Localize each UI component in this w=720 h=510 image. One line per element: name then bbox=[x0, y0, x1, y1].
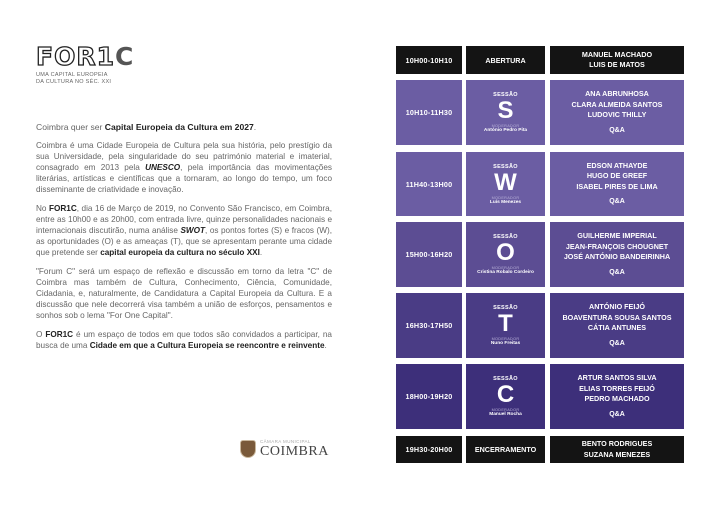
session-label: SESSÃO bbox=[493, 92, 518, 98]
moderator-label: MODERADOR bbox=[491, 195, 520, 200]
speaker-name: PEDRO MACHADO bbox=[584, 394, 650, 403]
moderator-name: Manuel Rocha bbox=[489, 412, 522, 417]
moderator-label: MODERADOR bbox=[491, 408, 520, 412]
speaker-name: SUZANA MENEZES bbox=[583, 449, 651, 459]
session-w-card bbox=[466, 152, 545, 216]
qa-label: Q&A bbox=[609, 339, 625, 347]
session-t-card bbox=[466, 293, 545, 358]
coat-of-arms-icon bbox=[240, 440, 256, 458]
body-text bbox=[36, 122, 332, 359]
session-c-speakers bbox=[550, 364, 684, 429]
session-t-speakers bbox=[550, 293, 684, 358]
speaker-name: CÁTIA ANTUNES bbox=[587, 323, 647, 332]
opening-label: ABERTURA bbox=[466, 46, 545, 74]
session-label: SESSÃO bbox=[493, 163, 518, 170]
p2-text-c: , os pontos fortes (S) e fracos (W), as oportunidades (O) e as ameaças (T), que se apresentam perante uma cidade que pretende ser bbox=[36, 226, 332, 257]
logo-subtitle-1: UMA CAPITAL EUROPEIA bbox=[36, 72, 108, 78]
closing-speakers bbox=[550, 436, 684, 463]
session-letter: C bbox=[496, 381, 515, 408]
sponsor-top: CÂMARA MUNICIPAL bbox=[260, 439, 311, 444]
qa-label: Q&A bbox=[609, 198, 625, 205]
moderator-name: Nuno Freitas bbox=[490, 341, 521, 346]
session-o-time: 15H00-16H20 bbox=[396, 222, 462, 287]
session-letter: T bbox=[498, 310, 513, 337]
moderator-name: Luís Menezes bbox=[489, 199, 522, 205]
lead-paragraph bbox=[36, 122, 332, 133]
lead-suffix: . bbox=[253, 122, 257, 132]
speaker-name: EDSON ATHAYDE bbox=[586, 160, 648, 170]
moderator-name: António Pedro Pita bbox=[483, 128, 528, 133]
speaker-name: LUDOVIC THILLY bbox=[587, 110, 647, 119]
logo-outline-text: FOR1 bbox=[36, 42, 115, 71]
sponsor-main: COIMBRA bbox=[260, 443, 329, 459]
paragraph-1 bbox=[36, 140, 332, 195]
camara-municipal-coimbra-logo bbox=[240, 440, 329, 459]
opening-time: 10H00-10H10 bbox=[396, 46, 462, 74]
session-letter: O bbox=[496, 239, 515, 266]
moderator-label: MODERADOR bbox=[491, 337, 520, 341]
opening-speakers bbox=[550, 46, 684, 74]
closing-label: ENCERRAMENTO bbox=[466, 436, 545, 463]
logo-subtitle-2: DA CULTURA NO SÉC. XXI bbox=[36, 79, 112, 85]
speaker-name: HUGO DE GREEF bbox=[586, 171, 648, 180]
p4-text-a: O bbox=[36, 330, 46, 339]
qa-label: Q&A bbox=[609, 126, 625, 134]
session-w-time: 11H40-13H00 bbox=[396, 152, 462, 216]
speaker-name: GUILHERME IMPERIAL bbox=[577, 231, 657, 240]
speaker-name: ANA ABRUNHOSA bbox=[585, 89, 649, 98]
p4-bold-2: Cidade em que a Cultura Europeia se reencontre e reinvente bbox=[89, 341, 325, 350]
paragraph-2 bbox=[36, 203, 332, 258]
moderator-label: MODERADOR bbox=[491, 124, 520, 128]
session-label: SESSÃO bbox=[493, 234, 518, 240]
session-letter: S bbox=[497, 97, 514, 124]
p2-bold-2: capital europeia da cultura no século XXI bbox=[100, 248, 260, 257]
speaker-name: ISABEL PIRES DE LIMA bbox=[576, 181, 658, 191]
p2-text-d: . bbox=[259, 248, 263, 257]
speaker-name: JOSÉ ANTÓNIO BANDEIRINHA bbox=[563, 252, 671, 261]
session-c-card bbox=[466, 364, 545, 429]
p2-text-b: , dia 16 de Março de 2019, no Convento São Francisco, em Coimbra, entre as 10h00 e as 20h00, com entrada livre, quinze personalidades nacionais e internacionais discutirão, numa análise bbox=[36, 204, 332, 235]
paragraph-4 bbox=[36, 329, 332, 351]
session-o-card bbox=[466, 222, 545, 287]
session-o-speakers bbox=[550, 222, 684, 287]
session-w-speakers bbox=[550, 152, 684, 216]
speaker-name: BENTO RODRIGUES bbox=[581, 439, 653, 448]
p2-text-a: No bbox=[36, 204, 49, 213]
lead-text: Coimbra quer ser bbox=[36, 122, 105, 132]
p2-bold-1: FOR1C bbox=[49, 204, 77, 213]
speaker-name: ARTUR SANTOS SILVA bbox=[577, 373, 657, 382]
p2-italic: SWOT bbox=[180, 226, 205, 235]
p1-text-a: Coimbra é uma Cidade Europeia de Cultura pela sua história, pelo prestígio da sua Universidade, pela singularidade do seu património material e imaterial, consagrado em 2013 pela bbox=[36, 141, 332, 172]
speaker-name: ELIAS TORRES FEIJÓ bbox=[579, 383, 655, 393]
p4-bold-1: FOR1C bbox=[45, 330, 74, 339]
speaker-name: MANUEL MACHADO bbox=[581, 49, 653, 59]
p1-italic: UNESCO bbox=[145, 163, 181, 172]
speaker-name: LUIS DE MATOS bbox=[589, 60, 645, 69]
session-c-time: 18H00-19H20 bbox=[396, 364, 462, 429]
moderator-label: MODERADOR bbox=[491, 266, 520, 270]
qa-label: Q&A bbox=[609, 268, 625, 276]
session-letter: W bbox=[494, 168, 517, 196]
session-label: SESSÃO bbox=[493, 305, 518, 311]
session-s-time: 10H10-11H30 bbox=[396, 80, 462, 145]
speaker-name: JEAN-FRANÇOIS CHOUGNET bbox=[565, 241, 669, 251]
session-t-time: 16H30-17H50 bbox=[396, 293, 462, 358]
p1-text-b: , pela importância das movimentações literárias, artísticas e científicas que a tornaram, ao longo do tempo, um foco disseminante de criatividade e inovação. bbox=[36, 163, 332, 194]
session-s-speakers bbox=[550, 80, 684, 145]
closing-time: 19H30-20H00 bbox=[396, 436, 462, 463]
paragraph-3: "Forum C" será um espaço de reflexão e discussão em torno da letra "C" de Coimbra mas também de Cultura, Conhecimento, Ciência, Comunidade, Cidadania, e, naturalmente, de Candidatura a Capital Europeia da Cultura. E a discussão que nele decorrerá visa também a união de esforços, pensamentos e sonhos sob o lema "For One Capital". bbox=[36, 267, 332, 320]
logo-solid-text: C bbox=[114, 42, 135, 71]
session-s-card bbox=[466, 80, 545, 145]
schedule-panel bbox=[360, 0, 720, 510]
speaker-name: ANTÓNIO FEIJÓ bbox=[589, 302, 645, 311]
lead-bold: Capital Europeia da Cultura em 2027 bbox=[104, 122, 254, 132]
moderator-name: Cristina Robalo Cordeiro bbox=[477, 270, 534, 275]
p4-text-c: . bbox=[324, 341, 327, 350]
p4-text-b: é um espaço de todos em que todos são convidados a participar, na busca de uma bbox=[36, 330, 332, 350]
speaker-name: CLARA ALMEIDA SANTOS bbox=[571, 99, 663, 109]
speaker-name: BOAVENTURA SOUSA SANTOS bbox=[562, 312, 672, 322]
for1c-logo bbox=[36, 44, 134, 86]
session-label: SESSÃO bbox=[493, 376, 518, 382]
qa-label: Q&A bbox=[609, 410, 625, 418]
